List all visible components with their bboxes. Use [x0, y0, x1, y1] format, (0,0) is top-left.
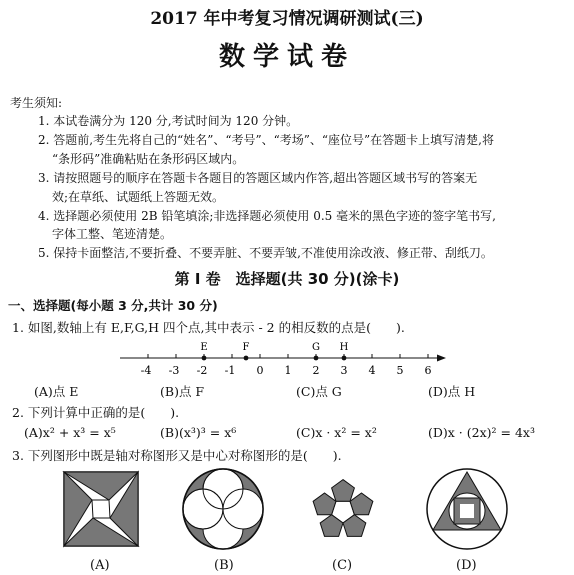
number-line-tick-label: 4 [368, 364, 376, 377]
figure-c-pentagons[interactable] [300, 466, 386, 552]
number-line-tick-label: 6 [424, 364, 432, 377]
figure-a-pinwheel[interactable] [62, 470, 140, 548]
question-3-stem: 3. 下列图形中既是轴对称图形又是中心对称图形的是( ). [12, 448, 342, 463]
q2-option-a[interactable] [24, 425, 116, 440]
q2-option-d[interactable] [428, 425, 535, 440]
figure-b-circles[interactable] [181, 467, 265, 551]
number-line-tick-label: 3 [340, 364, 348, 377]
question-1-stem: 1. 如图,数轴上有 E,F,G,H 四个点,其中表示 - 2 的相反数的点是( ). [12, 320, 405, 335]
q1-option-a[interactable]: (A)点 E [34, 384, 79, 399]
number-line-tick-label: 1 [284, 364, 292, 377]
part-heading: 一、选择题(每小题 3 分,共计 30 分) [8, 298, 218, 313]
figure-b-label: (B) [214, 558, 234, 573]
subject-title: 数学试卷 [218, 42, 355, 72]
q1-option-d[interactable]: (D)点 H [428, 384, 476, 399]
number-line-point-e [202, 356, 207, 361]
number-line-point-h [342, 356, 347, 361]
q2-option-b-prefix: (B) [160, 425, 179, 440]
q2-option-a-prefix: (A) [24, 425, 43, 440]
notice-line-5: 5. 保持卡面整洁,不要折叠、不要弄脏、不要弄皱,不准使用涂改液、修正带、刮纸刀。 [38, 246, 493, 260]
q2-option-c-expr: x · x² = x² [315, 425, 377, 440]
pentagon-shape [332, 480, 355, 502]
notice-line-3-cont: 效;在草纸、试题纸上答题无效。 [52, 190, 225, 204]
figure-d-inscribed[interactable] [425, 467, 509, 551]
question-2-stem: 2. 下列计算中正确的是( ). [12, 405, 180, 420]
number-line-tick-label: 0 [256, 364, 264, 377]
q2-option-b[interactable] [160, 425, 236, 440]
number-line-tick-label: -2 [196, 364, 208, 377]
number-line-tick-label: -1 [224, 364, 236, 377]
notice-line-3: 3. 请按照题号的顺序在答题卡各题目的答题区域内作答,超出答题区域书写的答案无 [38, 171, 478, 185]
number-line-point-label: H [339, 342, 349, 353]
number-line-point-g [314, 356, 319, 361]
number-line-tick-label: -3 [168, 364, 180, 377]
notice-line-1: 1. 本试卷满分为 120 分,考试时间为 120 分钟。 [38, 114, 299, 128]
number-line-point-label: G [312, 342, 320, 353]
q2-option-d-expr: x · (2x)² = 4x³ [447, 425, 535, 440]
number-line-point-label: E [200, 342, 208, 353]
notice-line-2: 2. 答题前,考生先将自己的“姓名”、“考号”、“考场”、“座位号”在答题卡上填写清楚,将 [38, 133, 494, 147]
number-line-tick-label: -4 [140, 364, 152, 377]
figure-c-label: (C) [332, 558, 353, 573]
q2-option-c-prefix: (C) [296, 425, 316, 440]
number-line-tick-label: 2 [312, 364, 320, 377]
q1-option-c[interactable]: (C)点 G [296, 384, 342, 399]
notice-line-2-cont: “条形码”准确粘贴在条形码区域内。 [52, 152, 245, 166]
notice-line-4-cont: 字体工整、笔迹清楚。 [52, 227, 173, 241]
exam-title: 2017 年中考复习情况调研测试(三) [150, 9, 424, 29]
number-line [120, 342, 446, 377]
number-line-point-label: F [242, 342, 250, 353]
notice-heading: 考生须知: [10, 96, 63, 110]
notice-line-4: 4. 选择题必须使用 2B 铅笔填涂;非选择题必须使用 0.5 毫米的黑色字迹的签字笔书写, [38, 209, 496, 223]
q2-option-b-expr: (x³)³ = x⁶ [178, 425, 237, 440]
number-line-tick-label: 5 [396, 364, 404, 377]
figure-a-label: (A) [90, 558, 110, 573]
section-heading: 第 Ⅰ 卷 选择题(共 30 分)(涂卡) [174, 270, 400, 288]
q2-option-d-prefix: (D) [428, 425, 448, 440]
q1-option-b[interactable]: (B)点 F [160, 384, 205, 399]
pentagon-shape [350, 493, 373, 515]
pentagon-shape [313, 493, 336, 515]
number-line-figure [0, 336, 574, 380]
number-line-point-f [244, 356, 249, 361]
figure-d-label: (D) [456, 558, 477, 573]
q2-option-c[interactable] [296, 425, 377, 440]
q2-option-a-expr: x² + x³ = x⁵ [42, 425, 116, 440]
number-line-arrow [437, 355, 446, 362]
